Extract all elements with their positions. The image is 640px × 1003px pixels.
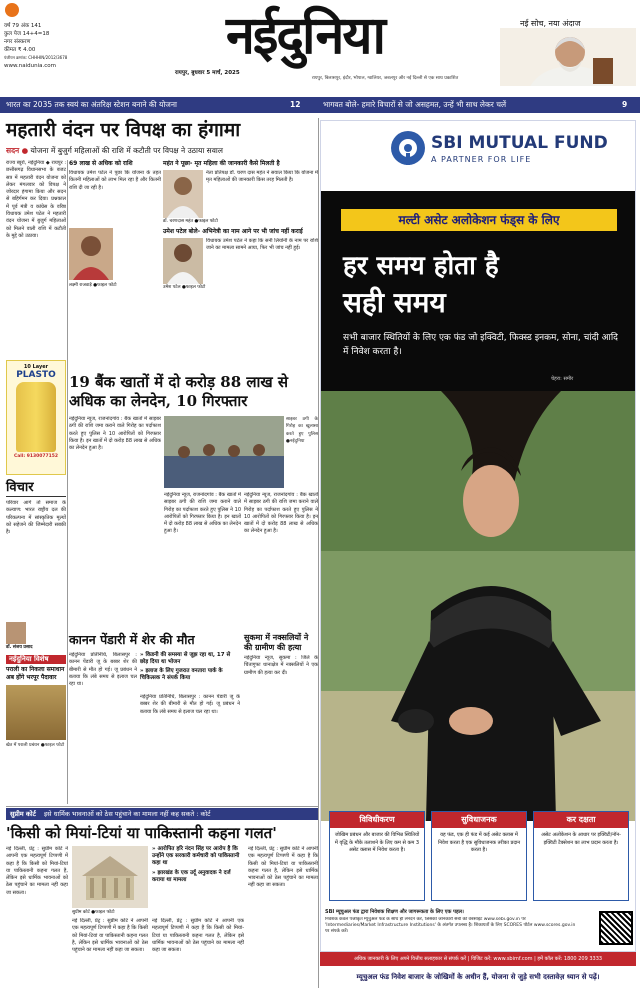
- edition-line: www.naidunia.com: [4, 63, 56, 69]
- lead-box-3-body: विधायक उमेश पटेल ने कहा कि सनी लियोनी के नाम पर राशि जाने का मामला सामने आया, फिर भी जांच नहीं हुई।: [206, 238, 318, 252]
- vichar-column: [6, 480, 66, 650]
- sbi-ad-header: [321, 121, 636, 191]
- masthead-tagline: नई सोच, नया अंदाज: [520, 19, 581, 28]
- court-body-3: नई दिल्ली, प्रेट्र : सुप्रीम कोर्ट ने आपनी एक महत्वपूर्ण टिप्पणी में कहा है कि किसी को मियां-टियां या पाकिस्तानी कहना गलत है, लेकिन इसे धार्मिक भावनाओं को ठेस पहुंचाने का मामला नहीं कहा जा सकता।: [152, 918, 244, 954]
- sbi-mutual-fund-ad: [320, 120, 636, 952]
- police-caption: साइबर ठगी के गिरोह का खुलासा करते हुए पुलिस ●नईदुनिया: [286, 417, 318, 444]
- edition-line: पंजीयन क्रमांक: CHHHIN/2012/3678: [4, 55, 68, 60]
- sbi-box-tax-efficiency: कर दक्षता असेट अलोकेशन के आधार पर इक्विटी/नॉन-इक्विटी टैक्सेशन का लाभ प्रदान करता है।: [533, 811, 629, 901]
- lead-box-1-body: विधायक उमेश पटेल ने पूछा कि योजना के तहत कितनी महिलाओं को लाभ मिल रहा है और कितनी राशि दी जा रही है।: [69, 170, 161, 191]
- paddy-field-photo: [6, 685, 66, 740]
- leopard-bullet: » इलाज के लिए गुजरात वनतारा पार्क के चिकित्सक ने संपर्क किया: [140, 668, 223, 681]
- bank-headline: 19 बैंक खातों में दो करोड़ 88 लाख से अधिक का लेनदेन, 10 गिरफ्तार: [69, 373, 289, 410]
- supreme-court-photo: [72, 846, 148, 908]
- top-news-strip: [0, 97, 640, 113]
- lead-box-3-title: उमेश पटेल बोले- अभिनेत्री का नाम आने पर भी जांच नहीं कराई: [163, 228, 303, 235]
- qr-code[interactable]: [599, 911, 633, 945]
- edition-line: नगर संस्करण: [4, 39, 31, 45]
- sbi-banner: मल्टी असेट अलोकेशन फंड्स के लिए: [341, 209, 617, 231]
- lead-body: राज्य ब्यूरो, नईदुनिया ◆ रायपुर : छत्तीसगढ़ विधानसभा के बजट सत्र में महतारी वंदन योजना को लेकर मंगलवार को विपक्ष ने जोरदार हंगामा किया और सदन से बहिर्गमन कर दिया। प्रश्नकाल में पूर्व मंत्री व कांग्रेस के वरिष्ठ विधायक उमेश पटेल ने महतारी वंदन योजना में बुजुर्ग महिलाओं को मिलने वाली राशि में कटौती के मुद्दे को उठाया।: [6, 160, 66, 239]
- court-body: नई दिल्ली, प्रेट्र : सुप्रीम कोर्ट ने आपनी एक महत्वपूर्ण टिप्पणी में कहा है कि किसी को मियां-टियां या पाकिस्तानी कहना गलत है, लेकिन इसे धार्मिक भावनाओं को ठेस पहुंचाने का मामला नहीं कहा जा सकता।: [6, 846, 68, 896]
- lead-box-2-body: नेता प्रतिपक्ष डॉ. चरण दास महंत ने सवाल किया कि योजना में मृत महिलाओं की जानकारी किस तरह मिलती है।: [206, 170, 318, 184]
- lead-subhead-row: सदन ● योजना में बुजुर्ग महिलाओं की राशि में कटौती पर विपक्ष ने उठाया सवाल: [6, 146, 223, 155]
- edition-line: कीमत ₹ 4.00: [4, 47, 36, 53]
- vichar-title: विचार: [6, 480, 66, 497]
- court-headline: 'किसी को मियां-टियां या पाकिस्तानी कहना गलत': [6, 824, 277, 842]
- lead-kicker: सदन: [6, 146, 20, 155]
- lead-subhead: योजना में बुजुर्ग महिलाओं की राशि में कटौती पर विपक्ष ने उठाया सवाल: [30, 146, 223, 155]
- leopard-bullets: [140, 652, 240, 692]
- vichar-author: डॉ. संजय प्रसाद: [6, 645, 33, 650]
- edition-line: कुल पेज 14+4=18: [4, 31, 50, 37]
- cities-line: रायपुर, बिलासपुर, इंदौर, भोपाल, ग्वालियर, जबलपुर और नई दिल्ली से एक साथ प्रकाशित: [311, 76, 459, 81]
- special-headline: पराली का निकला समाधान अब होंगे भरपूर पैदावार: [6, 666, 65, 681]
- leopard-headline: कानन पेंडारी में शेर की मौत: [69, 632, 195, 647]
- sbi-risk-line: म्यूचुअल फंड निवेश बाजार के जोखिमों के अधीन हैं, योजना से जुड़े सभी दस्तावेज़ ध्यान से पढ़ें।: [356, 973, 600, 981]
- sbi-box-diversification: विविधीकरण जोखिम प्रबंधन और बाजार की विभिन्न स्थितियों में वृद्धि के मौके तलाशने के लिए कम से कम 3 असेट क्लास में निवेश करता है।: [329, 811, 425, 901]
- woman-jogging-photo: [321, 391, 636, 821]
- author-photo: [6, 622, 26, 644]
- court-bullets: [152, 846, 244, 916]
- bank-body: नईदुनिया न्यूज, राजनांदगांव : बैंक खातों में साइबर ठगी की राशि जमा कराने वाले गिरोह का पर्दाफाश करते हुए पुलिस ने 10 आरोपितों को गिरफ्तार किया है। इन खातों में दो करोड़ 88 लाख से अधिक का लेनदेन हुआ है।: [69, 416, 161, 452]
- sbi-disclaimer-title: SBI म्यूचुअल फंड द्वारा निवेशक शिक्षण और जागरूकता के लिए एक पहल।: [325, 909, 464, 915]
- lead-box-1: [69, 160, 161, 360]
- edition-info: [4, 22, 122, 70]
- naxal-body: नईदुनिया न्यूज, सुकमा : जिले के चिंतागुफा थानाक्षेत्र में नक्सलियों ने एक ग्रामीण की हत्या कर दी।: [244, 655, 318, 676]
- plasto-ad: [6, 360, 66, 475]
- strip-right-text: भागवत बोले- हमारे विचारों से जो असहमत, उन्हें भी साथ लेकर चलें: [323, 100, 507, 109]
- sbi-brand-sub: A PARTNER FOR LIFE: [431, 155, 532, 164]
- sbi-sub: सभी बाजार स्थितियों के लिए एक फंड जो इक्विटी, फिक्स्ड इनकम, सोना, चांदी आदि में निवेश करता है।: [343, 333, 618, 357]
- strip-right-page: 9: [622, 100, 628, 109]
- special-column: [6, 655, 66, 805]
- lead-box-2: [163, 160, 318, 360]
- court-kicker-line: इसे धार्मिक भावनाओं को ठेस पहुंचाने का मामला नहीं कह सकते : कोर्ट: [43, 810, 211, 818]
- court-body-2: नई दिल्ली, प्रेट्र : सुप्रीम कोर्ट ने आपनी एक महत्वपूर्ण टिप्पणी में कहा है कि किसी को मियां-टियां या पाकिस्तानी कहना गलत है, लेकिन इसे धार्मिक भावनाओं को ठेस पहुंचाने का मामला नहीं कहा जा सकता।: [72, 918, 148, 954]
- naidunia-sun-logo: [5, 3, 19, 17]
- sbi-logo-icon: [391, 131, 425, 165]
- sbi-disclaimer-text: निवेशक केवल पंजीकृत म्यूचुअल फंड के साथ ही लेनदेन करें, जिसकी जानकारी सेबी की वेबसाइट www.sebi.gov.in पर 'Intermediaries/Market Infrastructure Institutions' के अंतर्गत उपलब्ध है। शिकायतों के लिए SCORES पोर्टल www.scores.gov.in पर संपर्क करें।: [325, 917, 576, 934]
- mahant-photo: [163, 170, 203, 218]
- strip-left-page: 12: [290, 100, 301, 109]
- bank-body-3: नईदुनिया न्यूज, राजनांदगांव : बैंक खातों में साइबर ठगी की राशि जमा कराने वाले गिरोह का पर्दाफाश करते हुए पुलिस ने 10 आरोपितों को गिरफ्तार किया है। इन खातों में दो करोड़ 88 लाख से अधिक का लेनदेन हुआ है।: [244, 492, 318, 535]
- lead-headline: महतारी वंदन पर विपक्ष का हंगामा: [6, 119, 241, 141]
- strip-left-text: भारत का 2035 तक स्वयं का अंतरिक्ष स्टेशन बनाने की योजना: [6, 100, 177, 109]
- lead-box-2-title: महंत ने पूछा- मृत महिला की जानकारी कैसे मिलती है: [163, 160, 280, 167]
- sbi-brand: SBI MUTUAL FUND: [431, 133, 608, 153]
- sbi-headline-2: सही समय: [343, 286, 446, 319]
- sbi-disclaimer: [321, 907, 636, 952]
- sbi-footer-line: अधिक जानकारी के लिए अपने वित्तीय सलाहकार से संपर्क करें | विजिट करें: www.sbimf.com | हमें कॉल करें: 1800 209 3333: [320, 952, 636, 966]
- special-title: नईदुनिया विशेष: [6, 655, 66, 664]
- plasto-call: Call: 9130077152: [13, 454, 59, 459]
- leopard-bullet: » किडनी की समस्या से जूझ रहा था, 17 से छोड़ दिया था भोजन: [140, 652, 231, 665]
- sbi-headline-1: हर समय होता है: [343, 251, 499, 281]
- bank-body-2: नईदुनिया न्यूज, राजनांदगांव : बैंक खातों में साइबर ठगी की राशि जमा कराने वाले गिरोह का पर्दाफाश करते हुए पुलिस ने 10 आरोपितों को गिरफ्तार किया है। इन खातों में दो करोड़ 88 लाख से अधिक का लेनदेन हुआ है।: [164, 492, 241, 535]
- court-bullet: » झारखंड के एक उर्दू अनुवादक ने दर्ज कराया था मामला: [152, 870, 231, 883]
- naxal-headline: सुकमा में नक्सलियों ने की ग्रामीण की हत्या: [244, 632, 309, 652]
- masthead-title: नईदुनिया: [226, 5, 384, 66]
- mahant-caption: डॉ. चरणदास महंत ●फाइल फोटो: [163, 219, 218, 224]
- date-line: रायपुर, बुधवार 5 मार्च, 2025: [175, 70, 240, 76]
- minister-caption: लक्ष्मी राजवाड़े ●फाइल फोटो: [69, 283, 117, 288]
- vichar-body: परिवार आगे तो समाज के कल्याण: भारत राष्ट्रीय दल की परिकल्पना में सांस्कृतिक मूल्यों को सहेजने की जिम्मेदारी सबकी है।: [6, 500, 66, 536]
- police-photo: [164, 416, 284, 488]
- lead-box-1-title: 69 लाख से अधिक को राशि: [69, 160, 133, 167]
- sbi-feature-boxes: [321, 811, 636, 907]
- special-caption: खेत में पराली प्रबंधन ●फाइल फोटो: [6, 743, 65, 748]
- plasto-line: 10 Layer: [23, 364, 49, 370]
- umesh-caption: उमेश पटेल ●फाइल फोटो: [163, 285, 206, 290]
- mohan-bhagwat-photo: [500, 28, 636, 86]
- water-tank-image: [16, 382, 56, 452]
- plasto-brand: PLASTO: [16, 370, 56, 380]
- court-kicker: सुप्रीम कोर्ट: [10, 810, 36, 818]
- court-kicker-bar: [6, 808, 318, 820]
- court-photo-caption: सुप्रीम कोर्ट ●फाइल फोटो: [72, 910, 115, 915]
- court-body-4: नई दिल्ली, प्रेट्र : सुप्रीम कोर्ट ने आपनी एक महत्वपूर्ण टिप्पणी में कहा है कि किसी को मियां-टियां या पाकिस्तानी कहना गलत है, लेकिन इसे धार्मिक भावनाओं को ठेस पहुंचाने का मामला नहीं कहा जा सकता।: [248, 846, 318, 889]
- edition-line: वर्ष 79 अंक 141: [4, 23, 42, 29]
- umesh-patel-photo: [163, 238, 203, 284]
- leopard-body: नईदुनिया प्रतिनिधि, बिलासपुर : कानन पेंडारी जू के बब्बर शेर की बीमारी से मौत हो गई। जू प्रबंधन ने बताया कि लंबे समय से इलाज चल रहा था।: [69, 652, 137, 688]
- sbi-portrait-caption: चेहरा: समीर: [551, 376, 574, 382]
- court-bullet: » आरोपित हरि नंदन सिंह पर आरोप है कि उन्होंने एक सरकारी कर्मचारी को पाकिस्तानी कहा था: [152, 846, 240, 866]
- sbi-box-convenience: सुविधाजनक यह फंड, एक ही फंड में कई असेट क्लास में निवेश करता है एक सुविधाजनक तरीका प्रदान करता है।: [431, 811, 527, 901]
- minister-photo: [69, 228, 113, 280]
- leopard-body-2: नईदुनिया प्रतिनिधि, बिलासपुर : कानन पेंडारी जू के बब्बर शेर की बीमारी से मौत हो गई। जू प्रबंधन ने बताया कि लंबे समय से इलाज चल रहा था।: [140, 694, 240, 715]
